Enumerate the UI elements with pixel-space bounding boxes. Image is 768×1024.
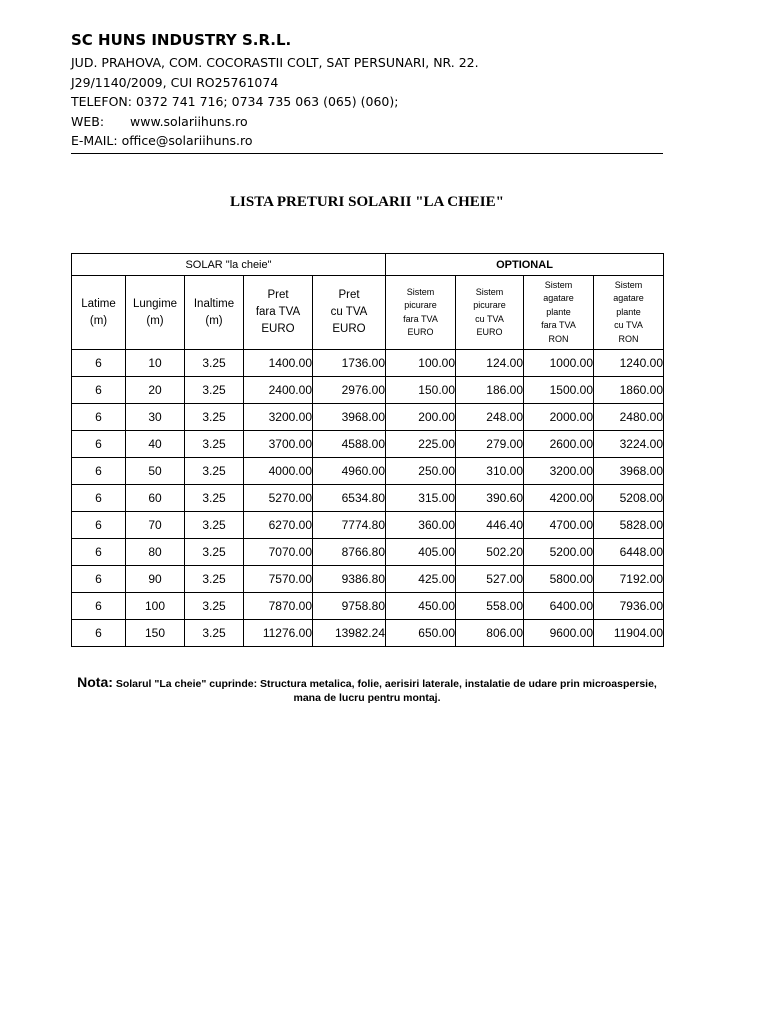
cell-lungime: 20 xyxy=(126,377,185,404)
cell-agatare-cu-tva: 7192.00 xyxy=(594,566,664,593)
cell-pret-fara-tva: 1400.00 xyxy=(244,350,313,377)
cell-pret-cu-tva: 7774.80 xyxy=(313,512,386,539)
cell-inaltime: 3.25 xyxy=(185,485,244,512)
column-header-line: (m) xyxy=(205,314,223,327)
company-registration: J29/1140/2009, CUI RO25761074 xyxy=(71,74,279,90)
price-table xyxy=(71,253,664,647)
cell-inaltime: 3.25 xyxy=(185,539,244,566)
cell-lungime: 100 xyxy=(126,593,185,620)
table-row xyxy=(72,431,664,458)
company-web xyxy=(71,112,479,132)
cell-pret-cu-tva: 6534.80 xyxy=(313,485,386,512)
cell-picurare-cu-tva: 502.20 xyxy=(456,539,524,566)
cell-lungime: 50 xyxy=(126,458,185,485)
cell-pret-cu-tva: 3968.00 xyxy=(313,404,386,431)
cell-picurare-cu-tva: 446.40 xyxy=(456,512,524,539)
web-label: WEB: xyxy=(71,113,105,129)
cell-lungime: 150 xyxy=(126,620,185,647)
web-link[interactable]: www.solariihuns.ro xyxy=(130,113,248,129)
cell-picurare-fara-tva: 360.00 xyxy=(386,512,456,539)
company-header xyxy=(71,30,479,151)
cell-picurare-fara-tva: 450.00 xyxy=(386,593,456,620)
cell-lungime: 80 xyxy=(126,539,185,566)
table-row xyxy=(72,377,664,404)
cell-agatare-fara-tva: 6400.00 xyxy=(524,593,594,620)
column-header-line: Sistem xyxy=(475,286,504,297)
note-label: Nota: xyxy=(77,674,113,690)
column-header-row xyxy=(72,276,664,350)
cell-pret-cu-tva: 13982.24 xyxy=(313,620,386,647)
column-header-line: fara TVA xyxy=(541,320,576,331)
cell-latime: 6 xyxy=(72,458,126,485)
column-header-line: Sistem xyxy=(406,286,435,297)
cell-latime: 6 xyxy=(72,404,126,431)
column-header-picurare-fara-tva xyxy=(386,276,456,350)
cell-pret-cu-tva: 4960.00 xyxy=(313,458,386,485)
table-body xyxy=(72,350,664,647)
cell-inaltime: 3.25 xyxy=(185,593,244,620)
cell-pret-fara-tva: 4000.00 xyxy=(244,458,313,485)
cell-picurare-cu-tva: 310.00 xyxy=(456,458,524,485)
cell-picurare-cu-tva: 806.00 xyxy=(456,620,524,647)
group-header-solar: SOLAR "la cheie" xyxy=(72,254,386,276)
cell-agatare-cu-tva: 5208.00 xyxy=(594,485,664,512)
cell-agatare-fara-tva: 5200.00 xyxy=(524,539,594,566)
cell-agatare-fara-tva: 4200.00 xyxy=(524,485,594,512)
group-header-row xyxy=(72,254,664,276)
cell-picurare-fara-tva: 225.00 xyxy=(386,431,456,458)
column-header-line: Pret xyxy=(267,289,289,301)
column-header-line: plante xyxy=(616,306,641,317)
table-row xyxy=(72,404,664,431)
cell-latime: 6 xyxy=(72,539,126,566)
table-row xyxy=(72,539,664,566)
cell-agatare-cu-tva: 11904.00 xyxy=(594,620,664,647)
cell-lungime: 60 xyxy=(126,485,185,512)
cell-latime: 6 xyxy=(72,566,126,593)
cell-pret-fara-tva: 7570.00 xyxy=(244,566,313,593)
note-text-line2: mana de lucru pentru montaj. xyxy=(293,692,441,704)
cell-agatare-cu-tva: 3224.00 xyxy=(594,431,664,458)
cell-pret-fara-tva: 11276.00 xyxy=(244,620,313,647)
cell-lungime: 30 xyxy=(126,404,185,431)
cell-picurare-cu-tva: 124.00 xyxy=(456,350,524,377)
column-header-agatare-fara-tva xyxy=(524,276,594,350)
cell-inaltime: 3.25 xyxy=(185,512,244,539)
company-name: SC HUNS INDUSTRY S.R.L. xyxy=(71,31,292,49)
group-header-optional: OPTIONAL xyxy=(386,254,664,276)
cell-picurare-fara-tva: 315.00 xyxy=(386,485,456,512)
cell-picurare-fara-tva: 100.00 xyxy=(386,350,456,377)
column-header-inaltime xyxy=(185,276,244,350)
column-header-line: cu TVA xyxy=(614,320,643,331)
cell-lungime: 90 xyxy=(126,566,185,593)
cell-latime: 6 xyxy=(72,431,126,458)
cell-latime: 6 xyxy=(72,485,126,512)
cell-pret-cu-tva: 2976.00 xyxy=(313,377,386,404)
table-row xyxy=(72,620,664,647)
cell-agatare-fara-tva: 2000.00 xyxy=(524,404,594,431)
table-row xyxy=(72,350,664,377)
column-header-picurare-cu-tva xyxy=(456,276,524,350)
column-header-line: picurare xyxy=(404,300,437,310)
cell-picurare-cu-tva: 390.60 xyxy=(456,485,524,512)
cell-agatare-cu-tva: 6448.00 xyxy=(594,539,664,566)
cell-inaltime: 3.25 xyxy=(185,620,244,647)
cell-agatare-fara-tva: 4700.00 xyxy=(524,512,594,539)
cell-agatare-fara-tva: 2600.00 xyxy=(524,431,594,458)
cell-picurare-fara-tva: 405.00 xyxy=(386,539,456,566)
cell-agatare-cu-tva: 5828.00 xyxy=(594,512,664,539)
cell-pret-fara-tva: 2400.00 xyxy=(244,377,313,404)
column-header-line: Lungime xyxy=(132,297,178,310)
cell-agatare-fara-tva: 5800.00 xyxy=(524,566,594,593)
cell-picurare-fara-tva: 200.00 xyxy=(386,404,456,431)
company-phone: TELEFON: 0372 741 716; 0734 735 063 (065) (060); xyxy=(71,94,399,109)
cell-latime: 6 xyxy=(72,377,126,404)
column-header-agatare-cu-tva xyxy=(594,276,664,350)
header-divider xyxy=(71,153,663,154)
cell-pret-fara-tva: 5270.00 xyxy=(244,485,313,512)
cell-latime: 6 xyxy=(72,512,126,539)
cell-agatare-cu-tva: 2480.00 xyxy=(594,404,664,431)
cell-picurare-fara-tva: 250.00 xyxy=(386,458,456,485)
cell-picurare-cu-tva: 527.00 xyxy=(456,566,524,593)
cell-agatare-cu-tva: 3968.00 xyxy=(594,458,664,485)
cell-inaltime: 3.25 xyxy=(185,566,244,593)
cell-agatare-cu-tva: 1860.00 xyxy=(594,377,664,404)
cell-pret-fara-tva: 7870.00 xyxy=(244,593,313,620)
cell-inaltime: 3.25 xyxy=(185,350,244,377)
cell-agatare-cu-tva: 1240.00 xyxy=(594,350,664,377)
column-header-line: cu TVA xyxy=(475,313,504,324)
table-row xyxy=(72,512,664,539)
note-text-line1: Solarul "La cheie" cuprinde: Structura metalica, folie, aerisiri laterale, instalatie de udare prin microaspersie, xyxy=(115,678,657,690)
column-header-line: fara TVA xyxy=(403,313,438,324)
column-header-line: EURO xyxy=(261,323,295,335)
cell-agatare-fara-tva: 1000.00 xyxy=(524,350,594,377)
table-row xyxy=(72,485,664,512)
cell-lungime: 10 xyxy=(126,350,185,377)
column-header-line: Sistem xyxy=(614,279,643,290)
cell-picurare-cu-tva: 558.00 xyxy=(456,593,524,620)
cell-pret-fara-tva: 7070.00 xyxy=(244,539,313,566)
cell-agatare-cu-tva: 7936.00 xyxy=(594,593,664,620)
company-email[interactable]: E-MAIL: office@solariihuns.ro xyxy=(71,133,253,148)
cell-agatare-fara-tva: 9600.00 xyxy=(524,620,594,647)
cell-inaltime: 3.25 xyxy=(185,431,244,458)
company-address: JUD. PRAHOVA, COM. COCORASTII COLT, SAT PERSUNARI, NR. 22. xyxy=(71,55,479,70)
column-header-lungime xyxy=(126,276,185,350)
cell-agatare-fara-tva: 1500.00 xyxy=(524,377,594,404)
column-header-pret-cu-tva xyxy=(313,276,386,350)
cell-picurare-cu-tva: 186.00 xyxy=(456,377,524,404)
cell-lungime: 40 xyxy=(126,431,185,458)
cell-pret-cu-tva: 4588.00 xyxy=(313,431,386,458)
cell-inaltime: 3.25 xyxy=(185,458,244,485)
column-header-line: EURO xyxy=(332,323,366,335)
cell-picurare-fara-tva: 150.00 xyxy=(386,377,456,404)
table-row xyxy=(72,458,664,485)
note xyxy=(71,675,663,705)
column-header-line: Pret xyxy=(338,289,360,301)
column-header-line: cu TVA xyxy=(330,306,368,318)
cell-agatare-fara-tva: 3200.00 xyxy=(524,458,594,485)
cell-pret-cu-tva: 9758.80 xyxy=(313,593,386,620)
column-header-line: agatare xyxy=(543,293,574,304)
column-header-line: (m) xyxy=(89,314,108,327)
cell-inaltime: 3.25 xyxy=(185,404,244,431)
column-header-line: picurare xyxy=(473,300,506,310)
column-header-line: Latime xyxy=(81,297,116,310)
column-header-latime xyxy=(72,276,126,350)
cell-latime: 6 xyxy=(72,350,126,377)
document-title: LISTA PRETURI SOLARII "LA CHEIE" xyxy=(230,194,504,210)
column-header-line: Inaltime xyxy=(193,297,235,310)
cell-picurare-fara-tva: 650.00 xyxy=(386,620,456,647)
cell-pret-fara-tva: 3700.00 xyxy=(244,431,313,458)
table-row xyxy=(72,566,664,593)
cell-pret-cu-tva: 1736.00 xyxy=(313,350,386,377)
column-header-line: (m) xyxy=(146,314,164,327)
cell-picurare-fara-tva: 425.00 xyxy=(386,566,456,593)
cell-inaltime: 3.25 xyxy=(185,377,244,404)
column-header-line: EURO xyxy=(476,327,503,337)
cell-pret-fara-tva: 3200.00 xyxy=(244,404,313,431)
column-header-line: EURO xyxy=(407,327,434,337)
column-header-line: agatare xyxy=(613,293,644,304)
cell-latime: 6 xyxy=(72,593,126,620)
column-header-line: plante xyxy=(546,306,571,317)
cell-picurare-cu-tva: 279.00 xyxy=(456,431,524,458)
cell-pret-cu-tva: 9386.80 xyxy=(313,566,386,593)
column-header-line: RON xyxy=(618,333,639,344)
cell-lungime: 70 xyxy=(126,512,185,539)
table-row xyxy=(72,593,664,620)
cell-latime: 6 xyxy=(72,620,126,647)
column-header-line: fara TVA xyxy=(255,306,301,318)
column-header-line: RON xyxy=(548,333,569,344)
cell-picurare-cu-tva: 248.00 xyxy=(456,404,524,431)
cell-pret-fara-tva: 6270.00 xyxy=(244,512,313,539)
column-header-line: Sistem xyxy=(544,279,573,290)
cell-pret-cu-tva: 8766.80 xyxy=(313,539,386,566)
column-header-pret-fara-tva xyxy=(244,276,313,350)
